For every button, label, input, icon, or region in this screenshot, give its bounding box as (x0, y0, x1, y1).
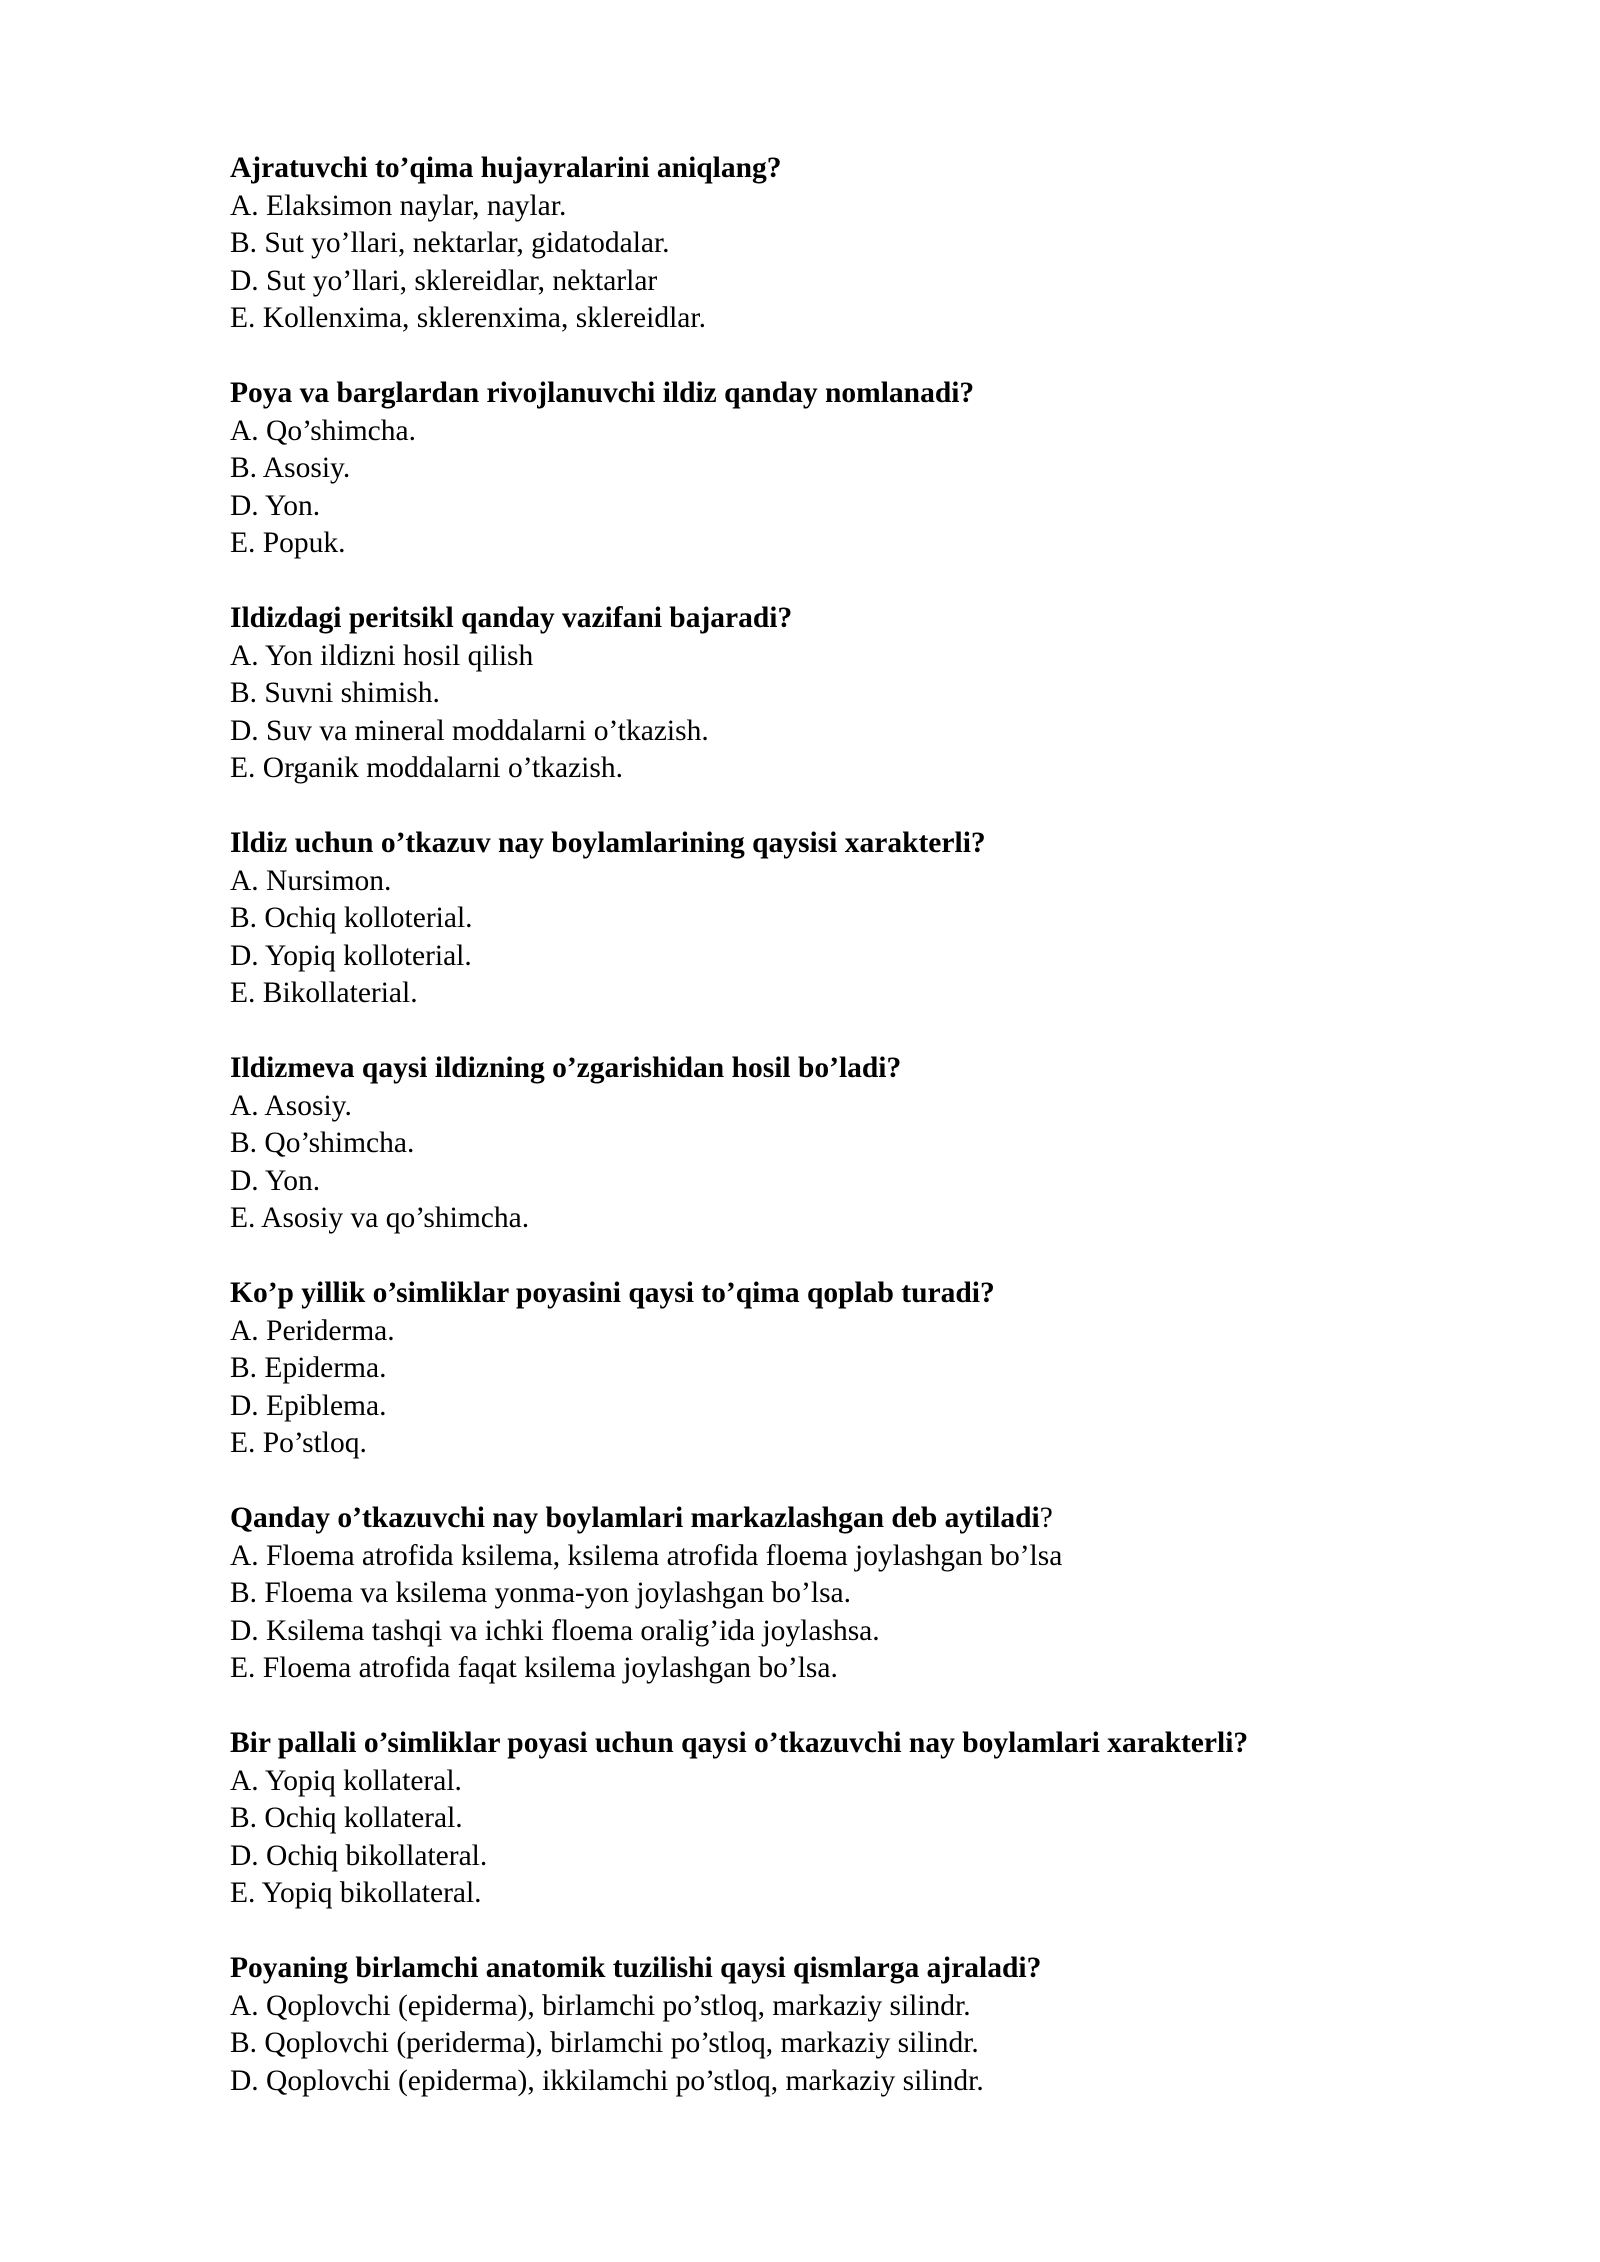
answer-option: A. Nursimon. (230, 864, 392, 897)
question-text: Poya va barglardan rivojlanuvchi ildiz qanday nomlanadi? (230, 377, 975, 409)
answer-option: A. Elaksimon naylar, naylar. (230, 189, 567, 222)
question-text: Bir pallali o’simliklar poyasi uchun qaysi o’tkazuvchi nay boylamlari xarakterli? (230, 1727, 1249, 1759)
question-block (230, 1275, 1530, 1463)
answer-option: E. Bikollaterial. (230, 977, 418, 1009)
answer-option: B. Floema va ksilema yonma-yon joylashgan bo’lsa. (230, 1577, 852, 1609)
answer-option: D. Epiblema. (230, 1389, 387, 1422)
answer-option: A. Yopiq kollateral. (230, 1764, 462, 1797)
question-text: Ildizmeva qaysi ildizning o’zgarishidan hosil bo’ladi? (230, 1052, 902, 1084)
question-block (230, 1500, 1530, 1688)
question-text: Ildiz uchun o’tkazuv nay boylamlarining qaysisi xarakterli? (230, 827, 986, 859)
question-block (230, 150, 1530, 338)
question-text: Poyaning birlamchi anatomik tuzilishi qaysi qismlarga ajraladi? (230, 1952, 1042, 1984)
answer-option: D. Yon. (230, 1164, 321, 1197)
answer-option: A. Qoplovchi (epiderma), birlamchi po’stloq, markaziy silindr. (230, 1989, 971, 2022)
answer-option: D. Yon. (230, 489, 321, 522)
answer-option: B. Sut yo’llari, nektarlar, gidatodalar. (230, 227, 670, 259)
question-block (230, 1050, 1530, 1238)
answer-option: B. Suvni shimish. (230, 677, 440, 709)
question-text: Qanday o’tkazuvchi nay boylamlari markazlashgan deb aytiladi? (230, 1502, 1053, 1534)
answer-option: E. Floema atrofida faqat ksilema joylashgan bo’lsa. (230, 1652, 838, 1684)
question-text: Ko’p yillik o’simliklar poyasini qaysi to’qima qoplab turadi? (230, 1277, 995, 1309)
question-block (230, 1725, 1530, 1913)
question-text: Ildizdagi peritsikl qanday vazifani bajaradi? (230, 602, 793, 634)
answer-option: A. Floema atrofida ksilema, ksilema atrofida floema joylashgan bo’lsa (230, 1539, 1063, 1572)
answer-option: B. Ochiq kollateral. (230, 1802, 463, 1834)
answer-option: B. Epiderma. (230, 1352, 387, 1384)
answer-option: B. Qo’shimcha. (230, 1127, 415, 1159)
answer-option: D. Ksilema tashqi va ichki floema oralig’ida joylashsa. (230, 1614, 880, 1647)
question-block (230, 375, 1530, 563)
answer-option: A. Asosiy. (230, 1089, 352, 1122)
document-page (230, 150, 1530, 2138)
answer-option: A. Qo’shimcha. (230, 414, 416, 447)
answer-option: B. Qoplovchi (periderma), birlamchi po’stloq, markaziy silindr. (230, 2027, 979, 2059)
answer-option: D. Yopiq kolloterial. (230, 939, 472, 972)
answer-option: E. Yopiq bikollateral. (230, 1877, 482, 1909)
question-block (230, 600, 1530, 788)
answer-option: A. Periderma. (230, 1314, 395, 1347)
question-block (230, 1950, 1530, 2100)
answer-option: B. Asosiy. (230, 452, 351, 484)
answer-option: B. Ochiq kolloterial. (230, 902, 473, 934)
answer-option: E. Popuk. (230, 527, 346, 559)
question-block (230, 825, 1530, 1013)
answer-option: D. Suv va mineral moddalarni o’tkazish. (230, 714, 709, 747)
answer-option: E. Kollenxima, sklerenxima, sklereidlar. (230, 302, 706, 334)
answer-option: A. Yon ildizni hosil qilish (230, 639, 534, 672)
answer-option: E. Organik moddalarni o’tkazish. (230, 752, 623, 784)
answer-option: D. Sut yo’llari, sklereidlar, nektarlar (230, 264, 658, 297)
question-text: Ajratuvchi to’qima hujayralarini aniqlang? (230, 152, 782, 184)
answer-option: D. Qoplovchi (epiderma), ikkilamchi po’stloq, markaziy silindr. (230, 2064, 984, 2097)
answer-option: D. Ochiq bikollateral. (230, 1839, 488, 1872)
answer-option: E. Po’stloq. (230, 1427, 367, 1459)
answer-option: E. Asosiy va qo’shimcha. (230, 1202, 530, 1234)
